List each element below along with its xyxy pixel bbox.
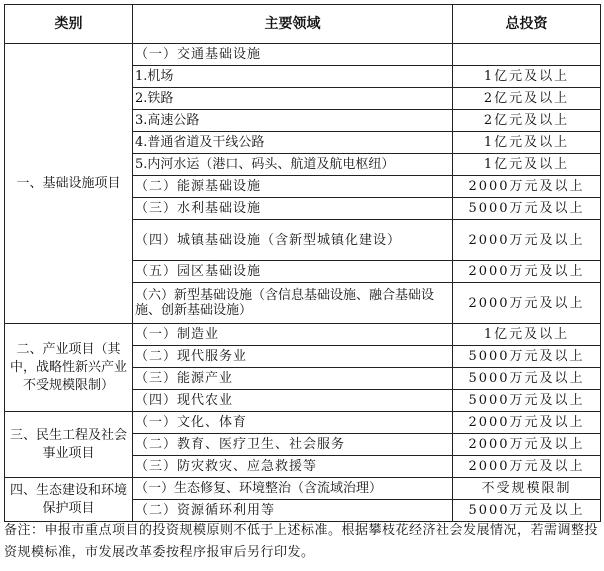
investment-cell: 5000万元及以上 xyxy=(453,198,601,220)
area-cell: （二）教育、医疗卫生、社会服务 xyxy=(133,434,453,456)
investment-cell: 2000万元及以上 xyxy=(453,220,601,261)
investment-cell: 5000万元及以上 xyxy=(453,390,601,412)
area-cell: （四）城镇基础设施（含新型城镇化建设） xyxy=(133,220,453,261)
area-cell: （四）现代农业 xyxy=(133,390,453,412)
area-cell: （一）生态修复、环境整治（含流域治理） xyxy=(133,478,453,500)
area-cell: 2.铁路 xyxy=(133,88,453,110)
area-cell: （六）新型基础设施（含信息基础设施、融合基础设施、创新基础设施） xyxy=(133,283,453,324)
investment-cell: 1亿元及以上 xyxy=(453,132,601,154)
header-row xyxy=(5,5,601,44)
investment-cell: 2000万元及以上 xyxy=(453,434,601,456)
area-cell: （一）制造业 xyxy=(133,324,453,346)
area-cell: （一）文化、体育 xyxy=(133,412,453,434)
area-cell: 3.高速公路 xyxy=(133,110,453,132)
area-cell: 5.内河水运（港口、码头、航道及航电枢纽） xyxy=(133,154,453,176)
table-row xyxy=(5,44,601,66)
area-cell: 1.机场 xyxy=(133,66,453,88)
investment-cell: 2000万元及以上 xyxy=(453,261,601,283)
category-cell: 二、产业项目（其中，战略性新兴产业不受规模限制） xyxy=(5,324,133,412)
area-cell: （二）现代服务业 xyxy=(133,346,453,368)
investment-cell: 2000万元及以上 xyxy=(453,176,601,198)
category-cell: 四、生态建设和环境保护项目 xyxy=(5,478,133,522)
footnote: 备注：申报市重点项目的投资规模原则不低于上述标准。根据攀枝花经济社会发展情况，若需调整投资规模标准，市发展改革委按程序报审后另行印发。 xyxy=(4,523,599,560)
area-cell: （五）园区基础设施 xyxy=(133,261,453,283)
header-category: 类别 xyxy=(5,5,133,44)
investment-cell: 不受规模限制 xyxy=(453,478,601,500)
area-cell: （二）资源循环利用等 xyxy=(133,500,453,522)
category-cell: 一、基础设施项目 xyxy=(5,44,133,324)
area-cell: 4.普通省道及干线公路 xyxy=(133,132,453,154)
investment-cell: 2000万元及以上 xyxy=(453,283,601,324)
investment-cell: 2000万元及以上 xyxy=(453,412,601,434)
investment-cell: 1亿元及以上 xyxy=(453,66,601,88)
area-cell: （三）水利基础设施 xyxy=(133,198,453,220)
area-cell: （二）能源基础设施 xyxy=(133,176,453,198)
investment-standards-table xyxy=(4,4,601,522)
investment-cell: 5000万元及以上 xyxy=(453,500,601,522)
investment-cell: 5000万元及以上 xyxy=(453,346,601,368)
investment-cell: 1亿元及以上 xyxy=(453,324,601,346)
investment-cell: 5000万元及以上 xyxy=(453,368,601,390)
investment-cell: 2亿元及以上 xyxy=(453,88,601,110)
investment-cell: 1亿元及以上 xyxy=(453,154,601,176)
table-row xyxy=(5,412,601,434)
table-row xyxy=(5,478,601,500)
investment-cell: 2000万元及以上 xyxy=(453,456,601,478)
header-area: 主要领域 xyxy=(133,5,453,44)
area-cell: （三）防灾救灾、应急救援等 xyxy=(133,456,453,478)
category-cell: 三、民生工程及社会事业项目 xyxy=(5,412,133,478)
area-cell: （一）交通基础设施 xyxy=(133,44,453,66)
table-row xyxy=(5,324,601,346)
investment-cell: 2亿元及以上 xyxy=(453,110,601,132)
area-cell: （三）能源产业 xyxy=(133,368,453,390)
header-investment: 总投资 xyxy=(453,5,601,44)
investment-cell xyxy=(453,44,601,66)
